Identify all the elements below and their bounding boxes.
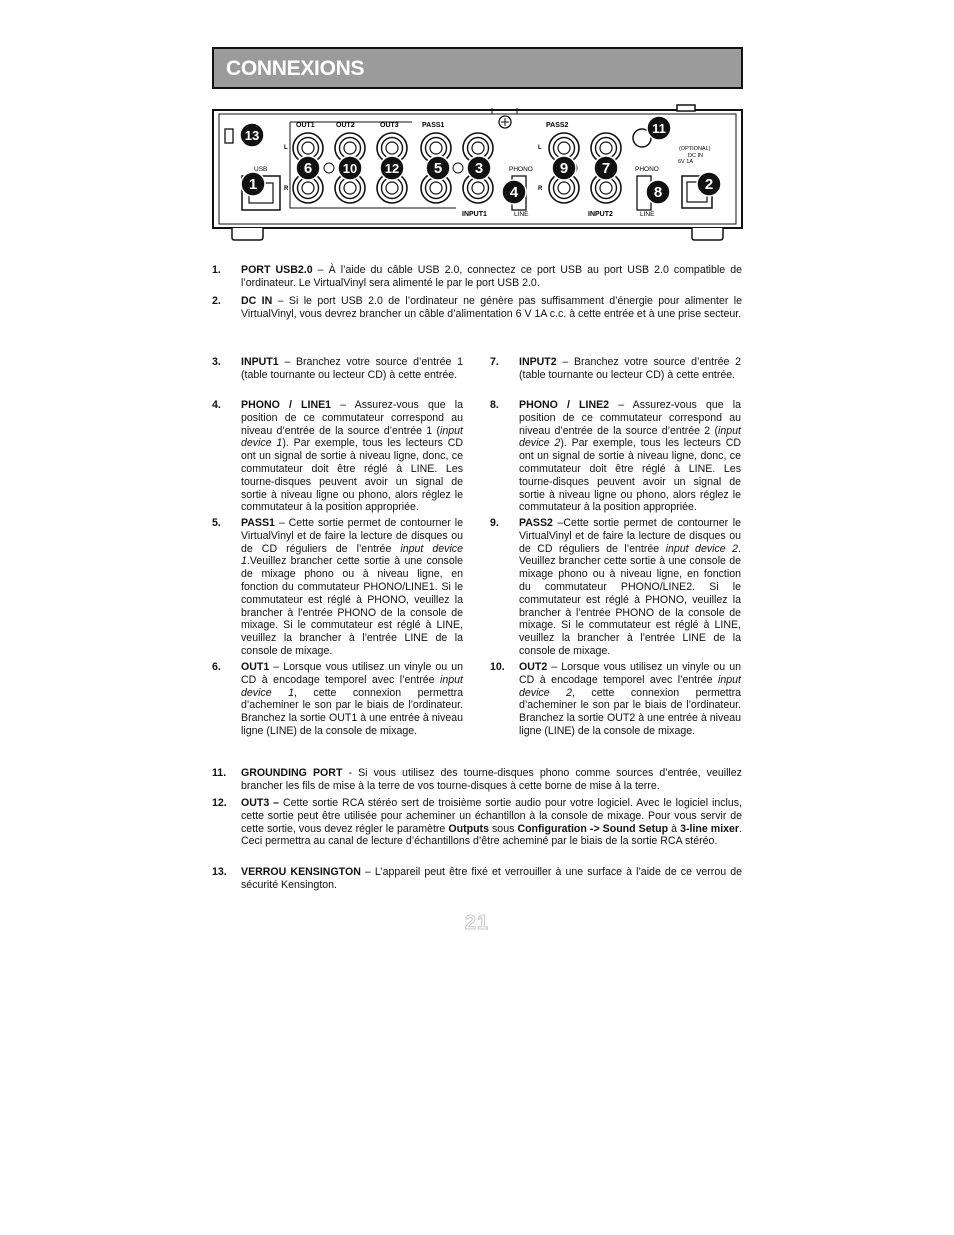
label-pass2: PASS2 bbox=[546, 122, 569, 129]
item-body: – À l’aide du câble USB 2.0, connectez ce port USB au port USB 2.0 compatible de l’ordinateur. Le VirtualVinyl sera alimenté le par le port USB 2.0. bbox=[241, 264, 743, 289]
callout-3 bbox=[467, 156, 491, 180]
item-title: PASS2 bbox=[519, 517, 553, 529]
callout-12 bbox=[380, 156, 404, 180]
label-out3: OUT3 bbox=[380, 122, 399, 129]
item-phono-line1 bbox=[212, 399, 463, 514]
svg-text:10: 10 bbox=[342, 161, 358, 176]
label-usb: USB bbox=[254, 166, 268, 173]
item-number: 2. bbox=[212, 295, 221, 307]
callout-5 bbox=[426, 156, 450, 180]
item-number: 9. bbox=[490, 517, 499, 529]
item-number: 6. bbox=[212, 661, 221, 673]
item-text bbox=[519, 356, 741, 382]
item-title: PASS1 bbox=[241, 517, 275, 529]
item-title: PORT USB2.0 bbox=[241, 264, 313, 276]
page-title: CONNEXIONS bbox=[226, 57, 365, 80]
item-number: 12. bbox=[212, 797, 227, 809]
label-line-1: LINE bbox=[514, 211, 529, 218]
item-body: – Branchez votre source d’entrée 1 (table tournante ou lecteur CD) à cette entrée. bbox=[241, 356, 463, 381]
item-number: 1. bbox=[212, 264, 221, 276]
callout-13 bbox=[240, 123, 264, 147]
item-pass2 bbox=[490, 517, 741, 659]
item-text: PASS1 – Cette sortie permet de contourner le VirtualVinyl et de faire la lecture de disques ou de CD réguliers de l’entrée input device 1.Veuillez brancher cette sortie à une console de mixage phono ou à niveau ligne, en fonction du commutateur PHONO/LINE1. Si le commutateur est réglé à PHONO, veuillez la brancher à l’entrée PHONO de la console de mixage. Si le commutateur est réglé à LINE, veuillez la brancher à l’entrée LINE de la console de mixage. bbox=[241, 517, 463, 657]
item-text: PHONO / LINE1 – Assurez-vous que la position de ce commutateur correspond au niveau d’entrée de la source d’entrée 1 (input device 1). Par exemple, tous les lecteurs CD ont un signal de sortie à niveau ligne, donc, ce commutateur doit être réglé à LINE. Les tourne-disques peuvent avoir un signal de sortie à niveau ligne ou phono, alors réglez le commutateur à la position appropriée. bbox=[241, 399, 463, 514]
label-volt: 6V 1A bbox=[678, 159, 693, 165]
item-body: - Si vous utilisez des tourne-disques phono comme sources d’entrée, veuillez brancher les fils de mise à la terre de vos tourne-disques à cette borne de mise à la terre. bbox=[241, 767, 742, 792]
svg-text:3: 3 bbox=[474, 160, 484, 177]
label-line-2: LINE bbox=[640, 211, 655, 218]
item-usb-port bbox=[212, 264, 742, 292]
callout-2 bbox=[697, 172, 721, 196]
item-title: INPUT1 bbox=[241, 356, 279, 368]
callout-8 bbox=[646, 180, 670, 204]
item-text bbox=[241, 866, 742, 892]
item-text bbox=[241, 295, 742, 321]
item-text: OUT1 – Lorsque vous utilisez un vinyle ou un CD à encodage temporel avec l’entrée input device 1, cette connexion permettra d’acheminer le son par le biais de l’ordinateur. Branchez la sortie OUT1 à une entrée à niveau ligne (LINE) de la console de mixage. bbox=[241, 661, 463, 737]
section-header bbox=[212, 47, 743, 89]
item-title: OUT1 bbox=[241, 661, 270, 673]
item-body: – Branchez votre source d’entrée 2 (table tournante ou lecteur CD) à cette entrée. bbox=[519, 356, 741, 381]
callout-1 bbox=[241, 172, 265, 196]
item-grounding-port bbox=[212, 767, 742, 795]
item-number: 3. bbox=[212, 356, 221, 368]
svg-text:6: 6 bbox=[303, 160, 313, 177]
label-r-1: R bbox=[284, 186, 289, 192]
item-text: OUT2 – Lorsque vous utilisez un vinyle ou un CD à encodage temporel avec l’entrée input device 2, cette connexion permettra d’acheminer le son par le biais de l’ordinateur. Branchez la sortie OUT2 à une entrée à niveau ligne (LINE) de la console de mixage. bbox=[519, 661, 741, 737]
rear-panel-diagram bbox=[212, 104, 744, 242]
item-title: OUT2 bbox=[519, 661, 548, 673]
page-number: 21 bbox=[464, 912, 490, 934]
svg-text:13: 13 bbox=[244, 128, 260, 143]
item-text bbox=[241, 356, 463, 382]
item-title: PHONO / LINE1 bbox=[241, 399, 332, 411]
svg-text:7: 7 bbox=[601, 160, 611, 177]
label-l-2: L bbox=[538, 145, 542, 151]
label-out2: OUT2 bbox=[336, 122, 355, 129]
item-out2 bbox=[490, 661, 741, 751]
foot-right bbox=[692, 228, 723, 240]
label-phono-1: PHONO bbox=[509, 166, 533, 173]
item-title: INPUT2 bbox=[519, 356, 557, 368]
item-body: – L’appareil peut être fixé et verrouiller à une surface à l’aide de ce verrou de sécurité Kensington. bbox=[241, 866, 742, 891]
svg-text:9: 9 bbox=[559, 160, 569, 177]
item-title: DC IN bbox=[241, 295, 273, 307]
item-number: 5. bbox=[212, 517, 221, 529]
svg-text:5: 5 bbox=[433, 160, 443, 177]
label-pass1: PASS1 bbox=[422, 122, 445, 129]
label-phono-2: PHONO bbox=[635, 166, 659, 173]
item-text: OUT3 – Cette sortie RCA stéréo sert de troisième sortie audio pour votre logiciel. Avec le logiciel inclus, cette sortie peut être utilisée pour acheminer un échantillon à la console de mixage. Pour vous servir de cette sortie, vous devez régler le paramètre Outputs sous Configuration -> Sound Setup à 3-line mixer. Ceci permettra au canal de lecture d’échantillons d’être acheminé par le biais de la sortie RCA stéréo. bbox=[241, 797, 743, 848]
callout-7 bbox=[594, 156, 618, 180]
svg-text:12: 12 bbox=[384, 161, 400, 176]
item-dc-in bbox=[212, 295, 742, 335]
item-text: PASS2 –Cette sortie permet de contourner le VirtualVinyl et de faire la lecture de disques ou de CD réguliers de l’entrée input device 2. Veuillez brancher cette sortie à une console de mixage phono ou à niveau ligne, en fonction du commutateur PHONO/LINE2. Si le commutateur est réglé à PHONO, veuillez la brancher à l’entrée PHONO de la console de mixage. Si le commutateur est réglé à LINE, veuillez la brancher à l’entrée LINE de la console de mixage. bbox=[519, 517, 741, 657]
svg-text:8: 8 bbox=[653, 184, 663, 201]
item-number: 8. bbox=[490, 399, 499, 411]
item-text bbox=[241, 767, 742, 793]
item-body: – Si le port USB 2.0 de l’ordinateur ne génère pas suffisamment d’énergie pour alimenter le VirtualVinyl, vous devrez brancher un câble d’alimentation 6 V 1A c.c. à cette entrée et à une prise secteur. bbox=[241, 295, 742, 320]
item-out1 bbox=[212, 661, 463, 751]
label-optional: (OPTIONAL) bbox=[679, 146, 711, 152]
callout-10 bbox=[338, 156, 362, 180]
item-number: 11. bbox=[212, 767, 227, 779]
item-out3 bbox=[212, 797, 742, 863]
item-text: PHONO / LINE2 – Assurez-vous que la position de ce commutateur correspond au niveau d’entrée de la source d’entrée 2 (input device 2). Par exemple, tous les lecteurs CD ont un signal de sortie à niveau ligne, donc, ce commutateur doit être réglé à LINE. Les tourne-disques peuvent avoir un signal de sortie à niveau ligne ou phono, alors réglez le commutateur à la position appropriée. bbox=[519, 399, 741, 514]
item-title: GROUNDING PORT bbox=[241, 767, 343, 779]
panel-top-tab bbox=[677, 105, 695, 111]
item-number: 10. bbox=[490, 661, 505, 673]
svg-text:11: 11 bbox=[652, 121, 666, 136]
svg-text:1: 1 bbox=[248, 176, 258, 193]
label-l-1: L bbox=[284, 145, 288, 151]
callout-6 bbox=[296, 156, 320, 180]
item-title: VERROU KENSINGTON bbox=[241, 866, 361, 878]
item-number: 4. bbox=[212, 399, 221, 411]
callout-4 bbox=[502, 180, 526, 204]
svg-text:2: 2 bbox=[704, 176, 714, 193]
item-kensington-lock bbox=[212, 866, 742, 894]
item-text bbox=[241, 264, 742, 290]
callout-11 bbox=[647, 116, 671, 140]
item-phono-line2 bbox=[490, 399, 741, 514]
item-number: 7. bbox=[490, 356, 499, 368]
foot-left bbox=[232, 228, 263, 240]
svg-text:4: 4 bbox=[509, 184, 519, 201]
callout-9 bbox=[552, 156, 576, 180]
item-title: OUT3 – bbox=[241, 797, 280, 809]
label-dc-in: DC IN bbox=[688, 153, 703, 159]
label-input2: INPUT2 bbox=[588, 211, 613, 218]
label-out1: OUT1 bbox=[296, 122, 315, 129]
item-input2 bbox=[490, 356, 741, 396]
item-input1 bbox=[212, 356, 463, 396]
item-pass1 bbox=[212, 517, 463, 659]
item-title: PHONO / LINE2 bbox=[519, 399, 610, 411]
label-r-2: R bbox=[538, 186, 543, 192]
kensington-lock bbox=[225, 129, 233, 143]
label-input1: INPUT1 bbox=[462, 211, 487, 218]
item-number: 13. bbox=[212, 866, 227, 878]
